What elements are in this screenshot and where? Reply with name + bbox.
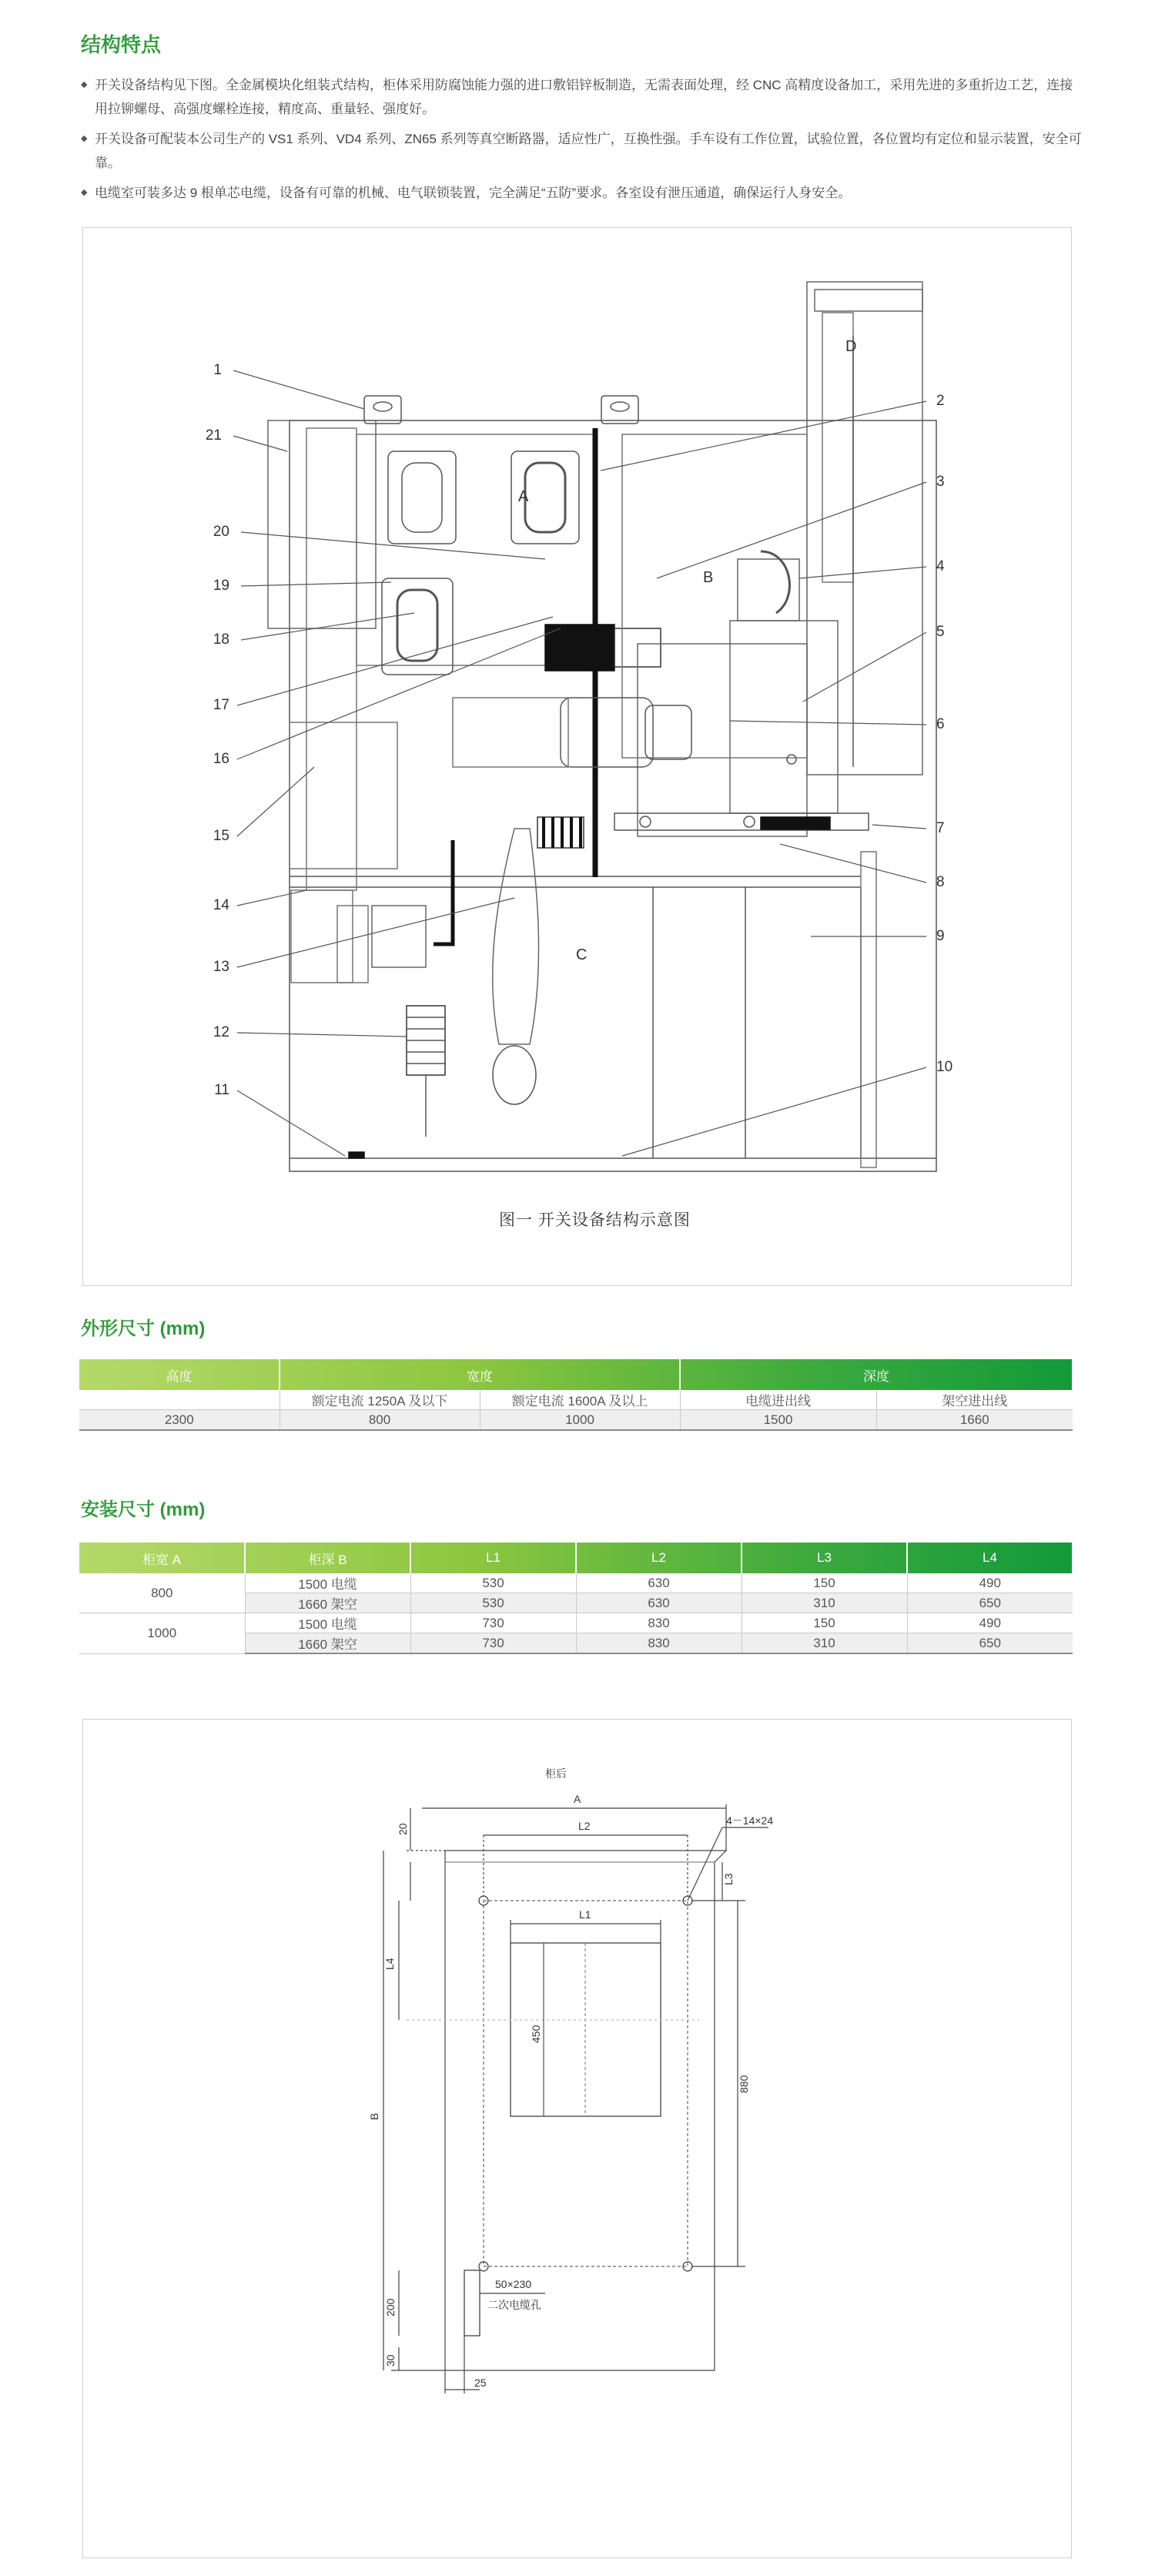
feature-item: ◆ 开关设备可配装本公司生产的 VS1 系列、VD4 系列、ZN65 系列等真空断路器，适应性广，互换性强。手车设有工作位置，试验位置，各位置均有定位和显示装置，安全可靠。 [81,127,1082,175]
column-header: 柜宽 A [79,1543,245,1573]
callout-label: 13 [213,959,229,975]
callout-label: 2 [936,393,945,409]
table-cell: 1500 电缆 [245,1613,410,1633]
feature-item: ◆ 开关设备结构见下图。全金属模块化组装式结构，柜体采用防腐蚀能力强的进口敷铝锌板制造，无需表面处理，经 CNC 高精度设备加工，采用先进的多重折边工艺，连接用拉铆螺母、高强度螺栓连接，精度高、重量轻、强度好。 [81,73,1082,121]
dimensions-title: 外形尺寸 (mm) [81,1318,206,1339]
drawing-label: B [368,2112,380,2120]
table-cell: 310 [742,1593,907,1613]
callout-label: 20 [213,524,229,540]
structure-figure [82,227,1072,1286]
table-cell: 490 [907,1613,1073,1633]
callout-label: 3 [936,474,945,490]
table-cell: 530 [410,1573,576,1593]
column-header: 柜深 B [245,1543,410,1573]
callout-label: 5 [936,624,945,640]
callout-label: 17 [213,697,229,713]
table-cell: 800 [79,1573,245,1613]
table-cell: 530 [410,1593,576,1613]
table-cell: 730 [410,1633,576,1654]
callout-label: 16 [213,751,229,767]
drawing-label: 200 [384,2298,397,2316]
drawing-label: L3 [722,1873,735,1885]
callout-label: 21 [205,427,222,444]
compartment-label: A [518,488,529,505]
table-cell: 150 [742,1613,907,1633]
feature-list [81,73,1082,211]
column-header: L4 [907,1543,1073,1573]
callout-label: 14 [213,897,229,913]
feature-item: ◆ 电缆室可装多达 9 根单芯电缆，设备有可靠的机械、电气联锁装置，完全满足“五防”要求。各室设有泄压通道，确保运行人身安全。 [81,181,1082,205]
installation-title: 安装尺寸 (mm) [81,1499,206,1520]
structure-title: 结构特点 [81,33,162,56]
callout-label: 7 [936,820,945,836]
table-cell: 1000 [480,1410,680,1431]
table-cell: 电缆进出线 [680,1390,876,1410]
compartment-label: B [703,569,714,586]
column-header: L2 [576,1543,742,1573]
column-header: 深度 [680,1359,1073,1390]
installation-table [79,1543,1073,1654]
table-cell: 630 [576,1593,742,1613]
table-cell: 1660 架空 [245,1633,410,1654]
table-cell: 额定电流 1600A 及以上 [480,1390,680,1410]
table-cell: 架空进出线 [876,1390,1073,1410]
table-cell: 1660 [876,1410,1073,1431]
drawing-label: 50×230 [495,2278,532,2290]
callout-label: 8 [936,874,945,890]
dimensions-table [79,1359,1073,1431]
drawing-label: L2 [578,1820,591,1832]
table-cell: 800 [280,1410,480,1431]
table-cell: 650 [907,1633,1073,1654]
drawing-label: L1 [579,1908,591,1921]
column-header: 宽度 [280,1359,680,1390]
callout-label: 12 [213,1024,229,1040]
compartment-label: D [845,338,857,355]
table-cell: 1000 [79,1613,245,1654]
table-cell: 650 [907,1593,1073,1613]
callout-label: 10 [936,1059,953,1075]
figure-caption: 图一 开关设备结构示意图 [499,1211,691,1229]
callout-label: 15 [213,828,229,844]
drawing-label: L4 [383,1958,396,1970]
drawing-label: 柜后 [545,1767,567,1780]
drawing-label: 30 [384,2354,397,2367]
drawing-label: 25 [474,2377,487,2389]
table-cell: 额定电流 1250A 及以下 [280,1390,480,1410]
callout-label: 6 [936,716,945,732]
drawing-label: A [574,1793,581,1805]
table-cell: 830 [576,1613,742,1633]
callout-label: 19 [213,578,229,594]
table-cell: 150 [742,1573,907,1593]
table-cell: 490 [907,1573,1073,1593]
installation-diagram [83,1720,1073,2559]
column-header: L1 [410,1543,576,1573]
drawing-label: 4－14×24 [726,1814,774,1827]
switchgear-diagram [83,228,1073,1287]
table-cell [79,1390,280,1410]
drawing-label: 20 [397,1823,409,1835]
drawing-label: 880 [738,2075,750,2093]
table-cell: 1500 [680,1410,876,1431]
callout-label: 18 [213,631,229,648]
table-cell: 630 [576,1573,742,1593]
table-cell: 2300 [79,1410,280,1431]
drawing-label: 450 [530,2025,542,2043]
callout-label: 4 [936,558,945,574]
table-cell: 310 [742,1633,907,1654]
callout-label: 1 [213,362,222,378]
callout-label: 11 [214,1082,229,1098]
table-cell: 1500 电缆 [245,1573,410,1593]
compartment-label: C [576,946,588,963]
table-cell: 1660 架空 [245,1593,410,1613]
column-header: L3 [742,1543,907,1573]
callout-label: 9 [936,928,945,944]
table-cell: 830 [576,1633,742,1654]
installation-figure [82,1719,1072,2558]
column-header: 高度 [79,1359,280,1390]
table-cell: 730 [410,1613,576,1633]
drawing-label: 二次电缆孔 [487,2299,541,2311]
